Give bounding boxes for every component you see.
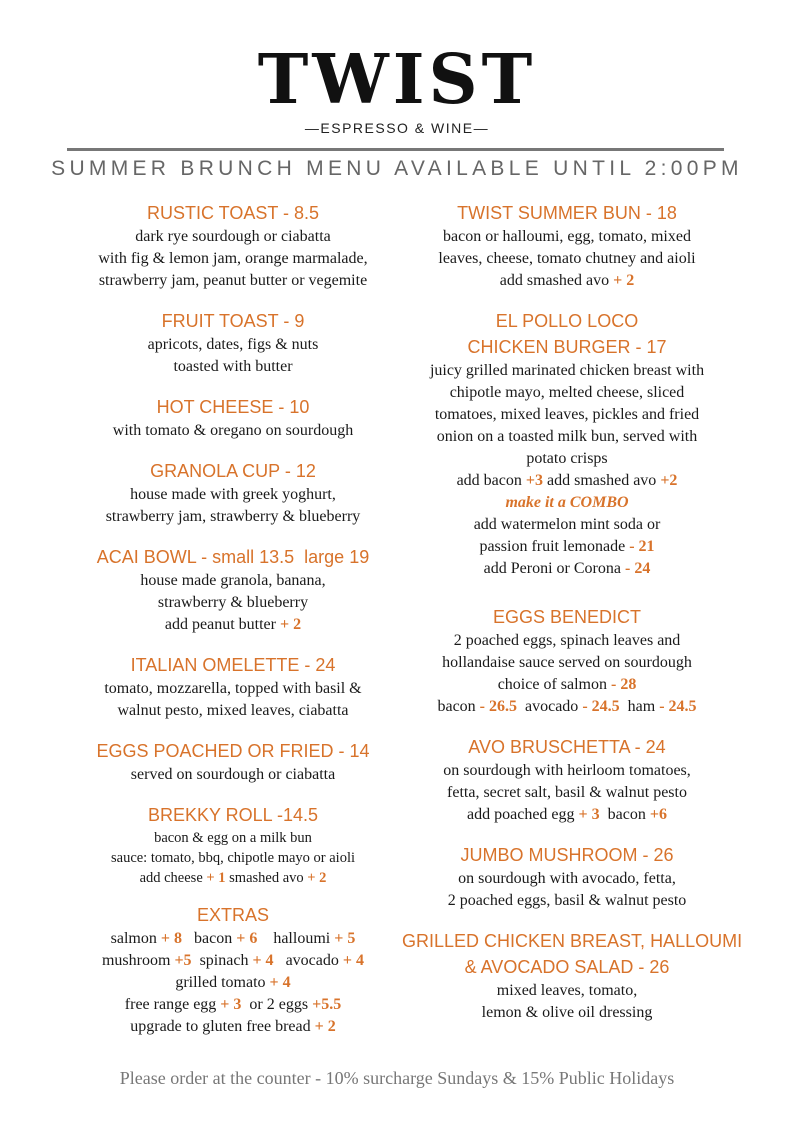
extra-label: salmon: [110, 930, 161, 947]
item-desc: 2 poached eggs, spinach leaves and: [453, 632, 681, 649]
menu-item-extras: [68, 902, 398, 1038]
menu-item-acai-bowl: [68, 544, 398, 636]
brand-logo: TWIST: [257, 40, 537, 120]
addon-price: + 2: [279, 616, 302, 633]
item-desc: tomatoes, mixed leaves, pickles and fried: [434, 406, 700, 423]
menu-item-italian-omelette: [68, 652, 398, 722]
item-title: JUMBO MUSHROOM - 26: [460, 845, 674, 865]
item-desc: mixed leaves, tomato,: [496, 982, 638, 999]
addon-price: +3: [525, 472, 543, 489]
item-desc: walnut pesto, mixed leaves, ciabatta: [117, 702, 349, 719]
menu-item-summer-bun: [402, 200, 732, 292]
combo-option: passion fruit lemonade: [479, 538, 630, 555]
extras-row: [68, 972, 398, 994]
item-title: EL POLLO LOCO: [495, 311, 639, 331]
extra-label: avocado: [273, 952, 343, 969]
extra-label: spinach: [191, 952, 253, 969]
extra-price: + 2: [314, 1018, 336, 1035]
item-desc: sauce: tomato, bbq, chipotle mayo or aioli: [110, 850, 356, 866]
menu-item-fruit-toast: [68, 308, 398, 378]
combo-price: - 24: [624, 560, 651, 577]
item-title: EGGS POACHED OR FRIED - 14: [96, 741, 370, 761]
item-title: CHICKEN BURGER - 17: [467, 337, 667, 357]
item-desc: juicy grilled marinated chicken breast with: [429, 362, 705, 379]
menu-item-eggs-benedict: [402, 604, 732, 718]
combo-row: [402, 558, 732, 580]
addon-price: + 2: [613, 272, 635, 289]
right-column: [402, 200, 743, 1024]
extra-label: upgrade to gluten free bread: [130, 1018, 315, 1035]
extra-price: + 4: [342, 952, 364, 969]
item-desc: dark rye sourdough or ciabatta: [135, 228, 331, 245]
extra-price: + 3: [220, 996, 242, 1013]
item-title: TWIST SUMMER BUN - 18: [457, 203, 677, 223]
item-desc: strawberry jam, peanut butter or vegemite: [98, 272, 368, 289]
item-desc: served on sourdough or ciabatta: [130, 766, 336, 783]
item-title: EGGS BENEDICT: [492, 607, 642, 627]
item-title: ITALIAN OMELETTE - 24: [130, 655, 336, 675]
addon-price: + 3: [578, 806, 600, 823]
addon-price: + 1: [206, 870, 226, 886]
option-label: choice of salmon: [497, 676, 611, 693]
addon-label: add poached egg: [467, 806, 579, 823]
option-price: - 24.5: [582, 698, 620, 715]
option-label: bacon: [437, 698, 480, 715]
combo-label: make it a COMBO: [505, 494, 629, 511]
option-row: [402, 696, 732, 718]
extra-label: mushroom: [101, 952, 175, 969]
extras-row: [68, 994, 398, 1016]
item-title: GRILLED CHICKEN BREAST, HALLOUMI: [402, 931, 743, 951]
extra-label: or 2 eggs: [241, 996, 313, 1013]
item-desc: bacon or halloumi, egg, tomato, mixed: [443, 228, 691, 245]
extra-price: + 5: [334, 930, 356, 947]
addon-label: add cheese: [139, 870, 207, 886]
combo-option: add Peroni or Corona: [483, 560, 625, 577]
item-desc: hollandaise sauce served on sourdough: [442, 654, 692, 671]
item-desc: onion on a toasted milk bun, served with: [436, 428, 698, 445]
item-desc: with fig & lemon jam, orange marmalade,: [98, 250, 368, 267]
item-title: & AVOCADO SALAD - 26: [464, 957, 670, 977]
item-title: BREKKY ROLL -14.5: [147, 805, 319, 825]
item-title: AVO BRUSCHETTA - 24: [468, 737, 666, 757]
item-desc: [402, 674, 732, 696]
option-price: - 28: [610, 676, 637, 693]
item-desc: leaves, cheese, tomato chutney and aioli: [438, 250, 696, 267]
item-desc: on sourdough with heirloom tomatoes,: [443, 762, 691, 779]
extra-label: halloumi: [257, 930, 335, 947]
item-title: ACAI BOWL - small 13.5 large 19: [96, 547, 370, 567]
item-desc: chipotle mayo, melted cheese, sliced: [449, 384, 685, 401]
divider: [67, 148, 724, 151]
menu-item-chicken-salad: [402, 928, 743, 1024]
item-desc: tomato, mozzarella, topped with basil &: [104, 680, 362, 697]
item-desc: bacon & egg on a milk bun: [154, 830, 312, 846]
item-desc: 2 poached eggs, basil & walnut pesto: [447, 892, 687, 909]
item-desc: house made with greek yoghurt,: [130, 486, 336, 503]
menu-item-brekky-roll: [68, 802, 398, 888]
extra-price: + 4: [269, 974, 291, 991]
extra-label: grilled tomato: [175, 974, 270, 991]
menu-item-rustic-toast: [68, 200, 398, 292]
extras-row: [68, 928, 398, 950]
extra-price: + 8: [160, 930, 182, 947]
item-desc: apricots, dates, figs & nuts: [147, 336, 319, 353]
addon-row: [402, 804, 732, 826]
item-desc: [402, 270, 732, 292]
addon-label: smashed avo: [225, 870, 308, 886]
extra-label: bacon: [182, 930, 237, 947]
addon-label: bacon: [599, 806, 650, 823]
item-title: GRANOLA CUP - 12: [150, 461, 316, 481]
footer-note: Please order at the counter - 10% surcharge Sundays & 15% Public Holidays: [119, 1068, 675, 1088]
menu-item-avo-bruschetta: [402, 734, 732, 826]
option-price: - 24.5: [659, 698, 697, 715]
addon-label: add smashed avo: [499, 272, 614, 289]
extra-price: +5.5: [312, 996, 342, 1013]
addon-row: [402, 470, 732, 492]
item-desc: [68, 868, 398, 888]
option-label: avocado: [517, 698, 583, 715]
item-title: EXTRAS: [196, 905, 270, 925]
item-title: FRUIT TOAST - 9: [161, 311, 305, 331]
item-desc: add watermelon mint soda or: [473, 516, 661, 533]
item-desc: toasted with butter: [173, 358, 293, 375]
item-desc: strawberry & blueberry: [157, 594, 309, 611]
menu-item-chicken-burger: [402, 308, 732, 580]
item-desc: strawberry jam, strawberry & blueberry: [105, 508, 361, 525]
item-desc: lemon & olive oil dressing: [481, 1004, 653, 1021]
tagline: —ESPRESSO & WINE—: [304, 120, 490, 136]
extras-row: [68, 950, 398, 972]
option-price: - 26.5: [479, 698, 517, 715]
left-column: [68, 200, 398, 1038]
extra-label: free range egg: [124, 996, 221, 1013]
extra-price: + 6: [236, 930, 258, 947]
item-desc: fetta, secret salt, basil & walnut pesto: [447, 784, 687, 801]
addon-label: add bacon: [456, 472, 526, 489]
extras-row: [68, 1016, 398, 1038]
menu-subtitle: SUMMER BRUNCH MENU AVAILABLE UNTIL 2:00PM: [51, 157, 743, 180]
addon-price: +6: [649, 806, 667, 823]
menu-item-granola-cup: [68, 458, 398, 528]
item-title: RUSTIC TOAST - 8.5: [146, 203, 320, 223]
item-desc: with tomato & oregano on sourdough: [112, 422, 354, 439]
combo-row: [402, 536, 732, 558]
addon-price: + 2: [307, 870, 327, 886]
extra-price: + 4: [252, 952, 274, 969]
menu-item-hot-cheese: [68, 394, 398, 442]
menu-item-eggs: [68, 738, 398, 786]
addon-label: add smashed avo: [543, 472, 661, 489]
item-desc: house made granola, banana,: [140, 572, 326, 589]
menu-item-jumbo-mushroom: [402, 842, 732, 912]
item-desc: [68, 614, 398, 636]
option-label: ham: [619, 698, 660, 715]
addon-label: add peanut butter: [164, 616, 280, 633]
addon-price: +2: [660, 472, 678, 489]
item-desc: on sourdough with avocado, fetta,: [458, 870, 676, 887]
item-title: HOT CHEESE - 10: [156, 397, 310, 417]
extra-price: +5: [174, 952, 192, 969]
item-desc: potato crisps: [526, 450, 608, 467]
combo-price: - 21: [629, 538, 655, 555]
